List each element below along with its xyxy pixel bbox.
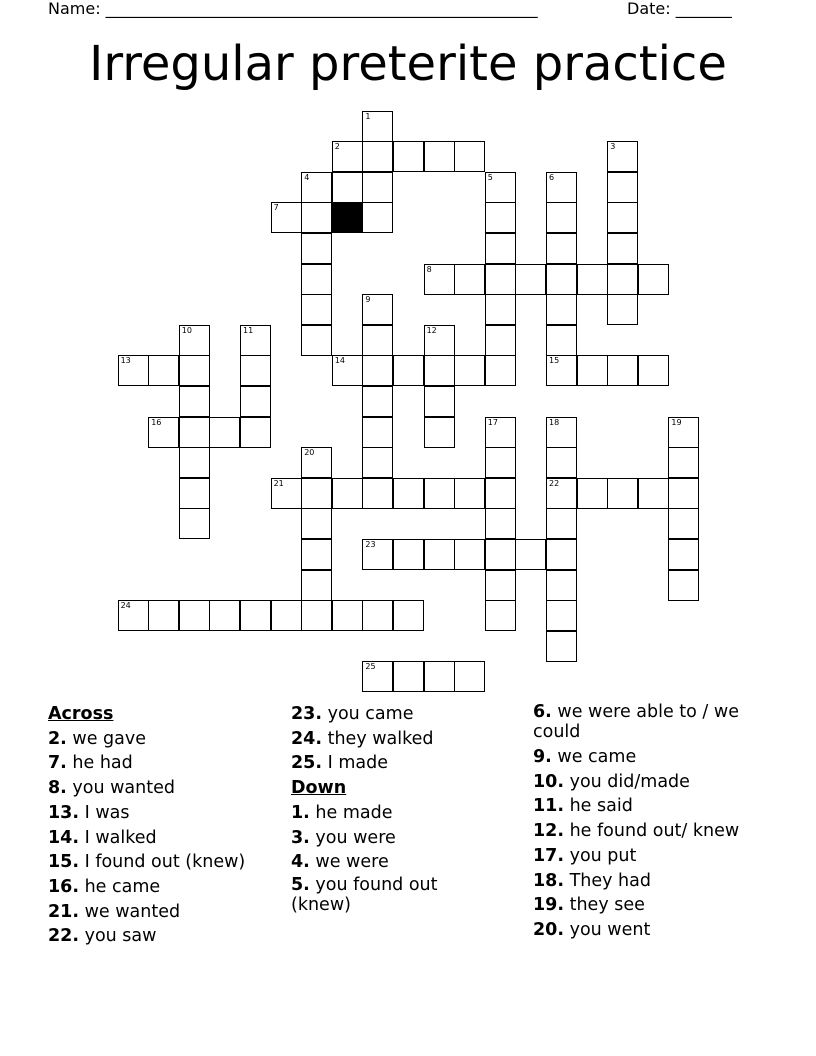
grid-cell[interactable] [179, 600, 210, 631]
clue-down-19: 19. they see [533, 895, 645, 916]
clue-number: 6 [549, 172, 555, 182]
grid-cell[interactable] [515, 264, 546, 295]
grid-cell[interactable] [424, 325, 455, 356]
grid-cell[interactable] [118, 355, 149, 386]
grid-cell[interactable] [301, 264, 332, 295]
grid-cell[interactable] [332, 478, 363, 509]
grid-cell[interactable] [546, 294, 577, 325]
grid-cell[interactable] [546, 172, 577, 203]
grid-cell[interactable] [362, 172, 393, 203]
grid-cell[interactable] [485, 417, 516, 448]
grid-cell[interactable] [546, 355, 577, 386]
grid-cell[interactable] [668, 417, 699, 448]
grid-cell[interactable] [179, 417, 210, 448]
grid-cell[interactable] [638, 478, 669, 509]
grid-cell[interactable] [424, 355, 455, 386]
grid-cell[interactable] [454, 141, 485, 172]
grid-cell[interactable] [607, 233, 638, 264]
grid-cell[interactable] [546, 570, 577, 601]
grid-cell[interactable] [148, 355, 179, 386]
grid-cell[interactable] [668, 447, 699, 478]
grid-cell[interactable] [546, 325, 577, 356]
page-title: Irregular preterite practice [89, 36, 727, 92]
clue-number: 17 [487, 417, 498, 427]
grid-cell[interactable] [362, 202, 393, 233]
grid-cell[interactable] [301, 508, 332, 539]
grid-cell[interactable] [546, 233, 577, 264]
grid-cell[interactable] [668, 570, 699, 601]
grid-cell[interactable] [148, 600, 179, 631]
grid-cell[interactable] [485, 355, 516, 386]
grid-cell[interactable] [332, 355, 363, 386]
grid-cell[interactable] [485, 202, 516, 233]
grid-cell[interactable] [485, 508, 516, 539]
grid-cell[interactable] [179, 386, 210, 417]
grid-cell[interactable] [362, 355, 393, 386]
grid-cell[interactable] [485, 570, 516, 601]
clue-number: 2 [334, 142, 340, 152]
clue-number: 10 [181, 325, 192, 335]
clue-number: 12 [426, 325, 437, 335]
grid-cell[interactable] [577, 478, 608, 509]
grid-cell[interactable] [668, 478, 699, 509]
clue-number: 11 [243, 325, 254, 335]
date-field[interactable]: Date: _______ [627, 0, 732, 18]
grid-cell[interactable] [362, 478, 393, 509]
grid-cell[interactable] [424, 539, 455, 570]
clue-across-23: 23. you came [291, 704, 414, 724]
clue-across-24: 24. they walked [291, 728, 434, 749]
grid-cell[interactable] [454, 264, 485, 295]
grid-cell[interactable] [301, 570, 332, 601]
grid-cell[interactable] [638, 264, 669, 295]
clue-down-12: 12. he found out/ knew [533, 821, 740, 842]
grid-cell[interactable] [301, 539, 332, 570]
clue-down-18: 18. They had [533, 870, 651, 891]
clue-number: 4 [304, 172, 310, 182]
grid-cell[interactable] [485, 294, 516, 325]
grid-cell[interactable] [179, 447, 210, 478]
grid-cell[interactable] [393, 600, 424, 631]
grid-cell[interactable] [454, 355, 485, 386]
grid-cell[interactable] [148, 417, 179, 448]
grid-cell[interactable] [301, 447, 332, 478]
grid-cell[interactable] [668, 508, 699, 539]
grid-cell[interactable] [179, 478, 210, 509]
grid-cell[interactable] [362, 447, 393, 478]
clue-down-10: 10. you did/made [533, 771, 690, 792]
grid-cell[interactable] [454, 539, 485, 570]
grid-cell[interactable] [179, 508, 210, 539]
grid-cell[interactable] [546, 447, 577, 478]
grid-cell[interactable] [332, 600, 363, 631]
grid-cell[interactable] [209, 417, 240, 448]
clue-number: 21 [273, 478, 284, 488]
grid-cell[interactable] [393, 355, 424, 386]
grid-cell[interactable] [271, 202, 302, 233]
grid-cell[interactable] [240, 355, 271, 386]
grid-cell[interactable] [607, 355, 638, 386]
grid-cell[interactable] [362, 417, 393, 448]
grid-cell[interactable] [393, 478, 424, 509]
grid-cell[interactable] [638, 355, 669, 386]
grid-black-cell [332, 202, 363, 233]
grid-cell[interactable] [546, 478, 577, 509]
clue-number: 18 [549, 417, 560, 427]
grid-cell[interactable] [240, 600, 271, 631]
grid-cell[interactable] [362, 294, 393, 325]
grid-cell[interactable] [546, 417, 577, 448]
clue-down-3: 3. you were [291, 827, 396, 848]
grid-cell[interactable] [485, 233, 516, 264]
grid-cell[interactable] [393, 141, 424, 172]
clue-across-15: 15. I found out (knew) [48, 852, 246, 873]
grid-cell[interactable] [301, 600, 332, 631]
clue-down-5: 5. you found out (knew) [291, 874, 438, 915]
clue-down-4: 4. we were [291, 852, 389, 873]
clue-across-22: 22. you saw [48, 926, 157, 947]
grid-cell[interactable] [485, 264, 516, 295]
grid-cell[interactable] [332, 141, 363, 172]
grid-cell[interactable] [240, 417, 271, 448]
clues-column-1 [48, 702, 245, 949]
clue-across-25: 25. I made [291, 753, 388, 774]
grid-cell[interactable] [515, 539, 546, 570]
grid-cell[interactable] [362, 661, 393, 692]
clue-down-9: 9. we came [533, 747, 637, 767]
grid-cell[interactable] [577, 264, 608, 295]
grid-cell[interactable] [301, 478, 332, 509]
clue-number: 24 [120, 601, 131, 611]
clue-down-20: 20. you went [533, 919, 651, 940]
grid-cell[interactable] [546, 202, 577, 233]
grid-cell[interactable] [668, 539, 699, 570]
grid-cell[interactable] [332, 172, 363, 203]
clue-number: 25 [365, 662, 376, 672]
grid-cell[interactable] [179, 355, 210, 386]
grid-cell[interactable] [362, 325, 393, 356]
grid-cell[interactable] [607, 478, 638, 509]
grid-cell[interactable] [607, 172, 638, 203]
grid-cell[interactable] [271, 478, 302, 509]
clue-down-1: 1. he made [291, 802, 393, 823]
grid-cell[interactable] [577, 355, 608, 386]
clue-across-7: 7. he had [48, 753, 133, 774]
clue-number: 9 [365, 295, 371, 305]
clue-number: 22 [549, 478, 560, 488]
clue-across-13: 13. I was [48, 802, 130, 823]
clue-number: 3 [610, 142, 616, 152]
grid-cell[interactable] [240, 325, 271, 356]
clue-across-14: 14. I walked [48, 827, 157, 848]
grid-cell[interactable] [454, 661, 485, 692]
clue-down-17: 17. you put [533, 845, 637, 866]
grid-cell[interactable] [485, 600, 516, 631]
grid-cell[interactable] [424, 264, 455, 295]
grid-cell[interactable] [393, 661, 424, 692]
grid-cell[interactable] [485, 539, 516, 570]
clue-across-8: 8. you wanted [48, 778, 175, 799]
clue-number: 1 [365, 111, 371, 121]
grid-cell[interactable] [301, 325, 332, 356]
clue-number: 13 [120, 356, 131, 366]
grid-cell[interactable] [209, 600, 240, 631]
grid-cell[interactable] [424, 386, 455, 417]
clue-number: 16 [151, 417, 162, 427]
grid-cell[interactable] [454, 478, 485, 509]
grid-cell[interactable] [546, 264, 577, 295]
grid-cell[interactable] [240, 386, 271, 417]
grid-cell[interactable] [485, 172, 516, 203]
grid-cell[interactable] [607, 294, 638, 325]
clues-column-2 [291, 702, 511, 915]
grid-cell[interactable] [393, 539, 424, 570]
clue-number: 7 [273, 203, 279, 213]
grid-cell[interactable] [424, 661, 455, 692]
grid-cell[interactable] [271, 600, 302, 631]
clue-number: 23 [365, 540, 376, 549]
clue-down-6: 6. we were able to / we could [533, 702, 739, 742]
grid-cell[interactable] [362, 386, 393, 417]
grid-cell[interactable] [362, 600, 393, 631]
grid-cell[interactable] [118, 600, 149, 631]
down-heading: Down [291, 778, 347, 799]
grid-cell[interactable] [424, 417, 455, 448]
clue-number: 19 [671, 417, 682, 427]
grid-cell[interactable] [362, 141, 393, 172]
grid-cell[interactable] [546, 539, 577, 570]
clue-number: 8 [426, 264, 432, 274]
clue-number: 5 [487, 172, 493, 182]
clues-column-3 [533, 702, 773, 943]
grid-cell[interactable] [546, 600, 577, 631]
name-field[interactable]: Name: ______________________________________________________ [48, 0, 538, 18]
grid-cell[interactable] [362, 111, 393, 142]
grid-cell[interactable] [607, 264, 638, 295]
grid-cell[interactable] [485, 325, 516, 356]
grid-cell[interactable] [546, 508, 577, 539]
grid-cell[interactable] [546, 631, 577, 662]
clue-across-16: 16. he came [48, 876, 161, 897]
grid-cell[interactable] [301, 172, 332, 203]
grid-cell[interactable] [607, 202, 638, 233]
grid-cell[interactable] [301, 202, 332, 233]
grid-cell[interactable] [485, 447, 516, 478]
grid-cell[interactable] [424, 141, 455, 172]
clue-number: 15 [549, 356, 560, 366]
grid-cell[interactable] [301, 294, 332, 325]
clue-across-21: 21. we wanted [48, 901, 181, 922]
clue-down-11: 11. he said [533, 796, 633, 817]
grid-cell[interactable] [424, 478, 455, 509]
grid-cell[interactable] [301, 233, 332, 264]
grid-cell[interactable] [607, 141, 638, 172]
grid-cell[interactable] [179, 325, 210, 356]
clue-number: 20 [304, 448, 315, 458]
grid-cell[interactable] [362, 539, 393, 570]
across-heading: Across [48, 704, 114, 724]
clue-number: 14 [334, 356, 345, 366]
grid-cell[interactable] [485, 478, 516, 509]
clue-across-2: 2. we gave [48, 728, 147, 749]
